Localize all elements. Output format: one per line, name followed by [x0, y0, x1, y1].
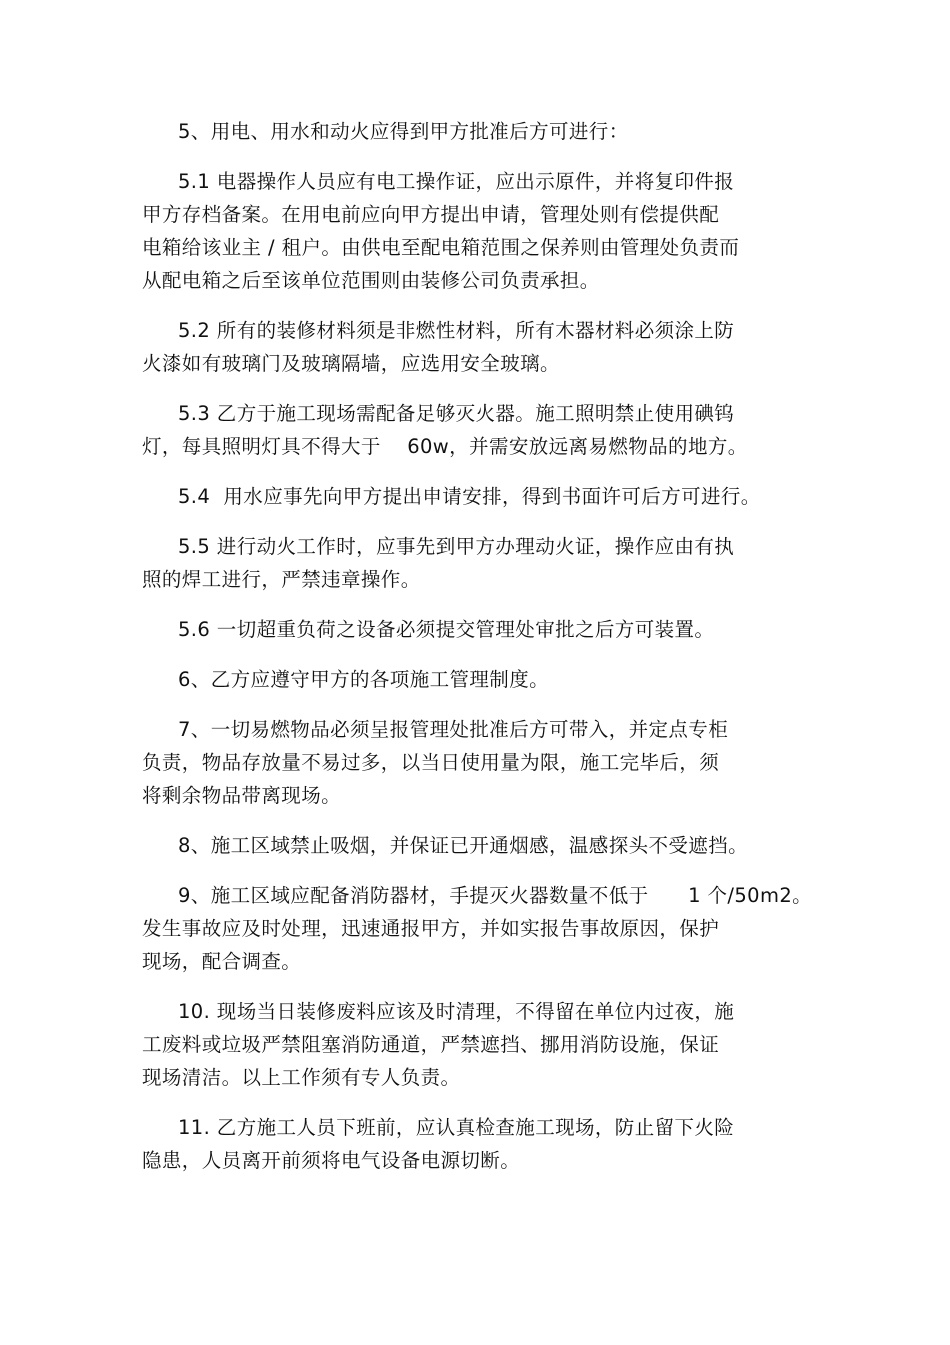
paragraph-9-line-2: 发生事故应及时处理，迅速通报甲方，并如实报告事故原因，保护 — [142, 917, 720, 940]
paragraph-10-line-2: 工废料或垃圾严禁阻塞消防通道，严禁遮挡、挪用消防设施，保证 — [142, 1033, 720, 1056]
paragraph-5-2-line-1: 5.2 所有的装修材料须是非燃性材料，所有木器材料必须涂上防 — [178, 319, 735, 342]
paragraph-7-line-1: 7、一切易燃物品必须呈报管理处批准后方可带入，并定点专柜 — [178, 718, 729, 741]
paragraph-10-line-1: 10. 现场当日装修废料应该及时清理，不得留在单位内过夜，施 — [178, 1000, 735, 1023]
paragraph-11-line-2: 隐患，人员离开前须将电气设备电源切断。 — [142, 1149, 521, 1172]
paragraph-10-line-3: 现场清洁。以上工作须有专人负责。 — [142, 1066, 461, 1089]
paragraph-5-line-1: 5、用电、用水和动火应得到甲方批准后方可进行： — [178, 120, 629, 143]
paragraph-11-line-1: 11. 乙方施工人员下班前，应认真检查施工现场，防止留下火险 — [178, 1116, 735, 1139]
paragraph-7-line-3: 将剩余物品带离现场。 — [142, 784, 342, 807]
paragraph-5-4-line-1: 5.4 用水应事先向甲方提出申请安排，得到书面许可后方可进行。 — [178, 485, 761, 508]
paragraph-8-line-1: 8、施工区域禁止吸烟，并保证已开通烟感，温感探头不受遮挡。 — [178, 834, 749, 857]
paragraph-9-line-1: 9、施工区域应配备消防器材，手提灭火器数量不低于 1 个/50m2。 — [178, 884, 813, 907]
paragraph-5-6-line-1: 5.6 一切超重负荷之设备必须提交管理处审批之后方可装置。 — [178, 618, 715, 641]
paragraph-5-5-line-2: 照的焊工进行，严禁违章操作。 — [142, 568, 421, 591]
paragraph-7-line-2: 负责，物品存放量不易过多，以当日使用量为限，施工完毕后，须 — [142, 751, 720, 774]
paragraph-5-1-line-1: 5.1 电器操作人员应有电工操作证，应出示原件，并将复印件报 — [178, 170, 735, 193]
paragraph-5-3-line-2: 灯，每具照明灯具不得大于 60w，并需安放远离易燃物品的地方。 — [142, 435, 748, 458]
paragraph-5-1-line-3: 电箱给该业主 / 租户。由供电至配电箱范围之保养则由管理处负责而 — [142, 236, 740, 259]
paragraph-5-5-line-1: 5.5 进行动火工作时，应事先到甲方办理动火证，操作应由有执 — [178, 535, 735, 558]
paragraph-9-line-3: 现场，配合调查。 — [142, 950, 302, 973]
paragraph-5-2-line-2: 火漆如有玻璃门及玻璃隔墙，应选用安全玻璃。 — [142, 352, 560, 375]
paragraph-6-line-1: 6、乙方应遵守甲方的各项施工管理制度。 — [178, 668, 550, 691]
paragraph-5-1-line-2: 甲方存档备案。在用电前应向甲方提出申请，管理处则有偿提供配 — [142, 203, 720, 226]
paragraph-5-1-line-4: 从配电箱之后至该单位范围则由装修公司负责承担。 — [142, 269, 600, 292]
paragraph-5-3-line-1: 5.3 乙方于施工现场需配备足够灭火器。施工照明禁止使用碘钨 — [178, 402, 735, 425]
